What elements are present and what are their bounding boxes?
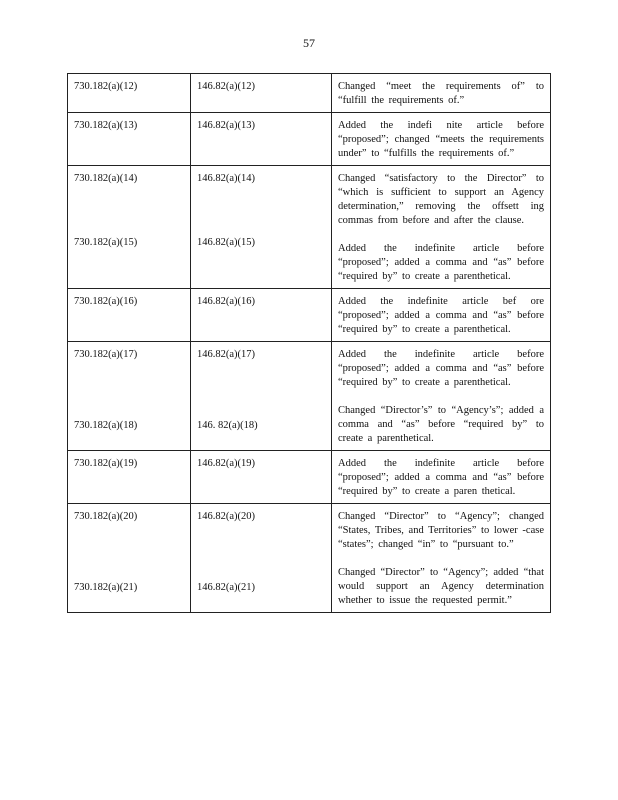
new-citation-cell (191, 504, 332, 613)
new-citation: 146.82(a)(15) (197, 237, 256, 248)
new-citation: 146.82(a)(12) (197, 81, 256, 92)
old-citation-cell (68, 74, 191, 113)
old-citation: 730.182(a)(15) (74, 237, 138, 248)
change-description-cell (332, 451, 551, 504)
change-description: Added the indefinite article before “proposed”; added a comma and “as” before “required by” to create a parenthetical. (338, 243, 544, 282)
change-description: Added the indefinite article before “proposed”; added a comma and “as” before “required by” to create a parenthetical. (338, 349, 544, 388)
change-description: Changed “meet the requirements of” to “fulfill the requirements of.” (338, 81, 544, 106)
old-citation: 730.182(a)(14) (74, 173, 138, 184)
table-row (68, 113, 551, 166)
new-citation: 146.82(a)(14) (197, 173, 256, 184)
old-citation-cell (68, 166, 191, 289)
new-citation: 146.82(a)(21) (197, 582, 256, 593)
old-citation: 730.182(a)(13) (74, 120, 138, 131)
change-description: Added the indefinite article before “proposed”; added a comma and “as” before “required by” to create a paren thetical. (338, 458, 544, 497)
new-citation: 146.82(a)(16) (197, 296, 256, 307)
change-description-cell (332, 289, 551, 342)
new-citation-cell (191, 289, 332, 342)
old-citation: 730.182(a)(18) (74, 420, 138, 431)
old-citation-cell (68, 342, 191, 451)
crosswalk-table (67, 73, 551, 613)
change-description: Changed “satisfactory to the Director” to “which is sufficient to support an Agency determination,” removing the offsett ing commas from before and after the clause. (338, 173, 544, 226)
table-row (68, 342, 551, 451)
old-citation: 730.182(a)(20) (74, 511, 138, 522)
old-citation-cell (68, 504, 191, 613)
new-citation: 146.82(a)(13) (197, 120, 256, 131)
old-citation-cell (68, 113, 191, 166)
new-citation-cell (191, 74, 332, 113)
old-citation: 730.182(a)(12) (74, 81, 138, 92)
change-description: Changed “Director” to “Agency”; added “that would support an Agency determination whether to issue the requested permit.” (338, 567, 544, 606)
new-citation: 146. 82(a)(18) (197, 420, 258, 431)
old-citation-cell (68, 289, 191, 342)
change-description-cell (332, 74, 551, 113)
new-citation: 146.82(a)(20) (197, 511, 256, 522)
old-citation: 730.182(a)(17) (74, 349, 138, 360)
table-row (68, 451, 551, 504)
change-description: Changed “Director’s” to “Agency’s”; added a comma and “as” before “required by” to create a parenthetical. (338, 405, 544, 444)
new-citation-cell (191, 166, 332, 289)
old-citation: 730.182(a)(19) (74, 458, 138, 469)
old-citation: 730.182(a)(21) (74, 582, 138, 593)
change-description-cell (332, 504, 551, 613)
change-description-cell (332, 166, 551, 289)
change-description: Added the indefinite article bef ore “proposed”; added a comma and “as” before “required by” to create a parenthetical. (338, 296, 544, 335)
change-description: Added the indefi nite article before “proposed”; changed “meets the requirements under” to “fulfills the requirements of.” (338, 120, 544, 159)
page-number: 57 (303, 36, 315, 50)
table-row (68, 74, 551, 113)
old-citation: 730.182(a)(16) (74, 296, 138, 307)
change-description: Changed “Director” to “Agency”; changed “States, Tribes, and Territories” to lower -case “states”; changed “in” to “pursuant to.” (338, 511, 544, 550)
new-citation: 146.82(a)(19) (197, 458, 256, 469)
change-description-cell (332, 113, 551, 166)
new-citation-cell (191, 342, 332, 451)
new-citation: 146.82(a)(17) (197, 349, 256, 360)
new-citation-cell (191, 113, 332, 166)
change-description-cell (332, 342, 551, 451)
table-row (68, 289, 551, 342)
table-row (68, 166, 551, 289)
table-row (68, 504, 551, 613)
new-citation-cell (191, 451, 332, 504)
old-citation-cell (68, 451, 191, 504)
